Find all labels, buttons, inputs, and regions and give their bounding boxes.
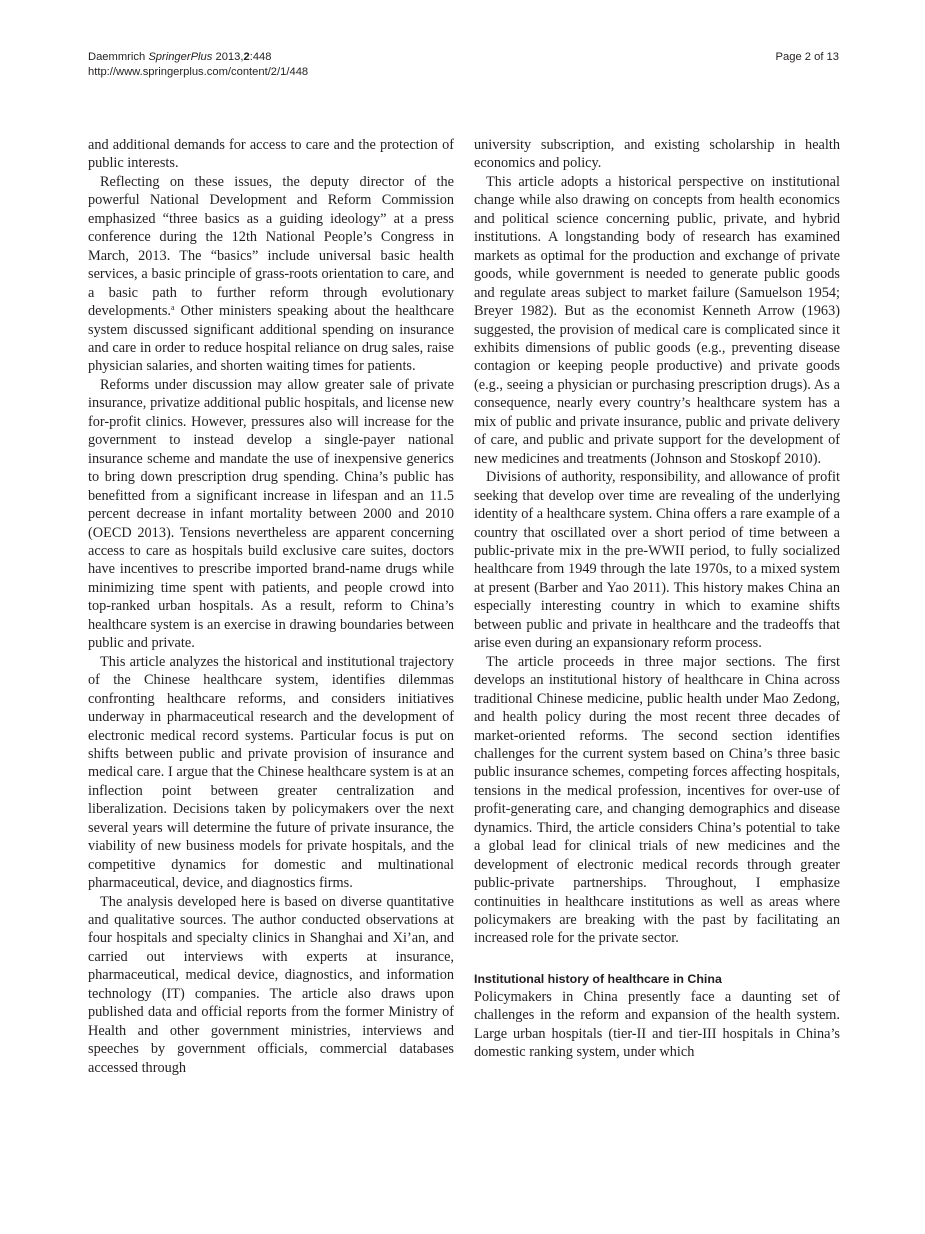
paragraph: Reforms under discussion may allow greater sale of private insurance, privatize additional public hospitals, and license new for-profit clinics. However, pressures also will increase for the government to instead develop a single-payer national insurance scheme and mandate the use of inexpensive generics to bring down prescription drug spending. China’s public has benefitted from a significant increase in lifespan and an 11.5 percent decrease in infant mortality between 2000 and 2010 (OECD 2013). Tensions nevertheless are apparent concerning access to care as hospitals build exclusive care suites, doctors have incentives to prescribe imported brand-name drugs while minimizing time spent with patients, and people crowd into top-ranked urban hospitals. As a result, reform to China’s healthcare system is an exercise in drawing boundaries between public and private.	[88, 376, 454, 652]
paragraph: This article adopts a historical perspective on institutional change while also drawing on concepts from health economics and political science concerning public, private, and hybrid institutions. A longstanding body of research has examined markets as optimal for the production and exchange of private goods, while government is needed to generate public goods and regulate areas subject to market failure (Samuelson 1954; Breyer 1982). But as the economist Kenneth Arrow (1963) suggested, the provision of medical care is complicated since it exhibits dimensions of public goods (e.g., preventing disease contagion or keeping people productive) and private goods (e.g., seeing a physician or purchasing prescription drugs). As a consequence, nearly every country’s healthcare system has a mix of public and private insurance, public and private delivery of care, and public and private support for the development of new medicines and treatments (Johnson and Stoskopf 2010).	[474, 173, 840, 467]
paragraph: This article analyzes the historical and institutional trajectory of the Chinese healthcare system, identifies dilemmas confronting healthcare reforms, and considers initiatives underway in pharmaceutical research and the development of electronic medical record systems. Particular focus is put on shifts between public and private provision of insurance and medical care. I argue that the Chinese healthcare system is at an inflection point between greater centralization and liberalization. Decisions taken by policymakers over the next several years will determine the future of private insurance, the viability of new business models for private hospitals, and the competitive dynamics for domestic and multinational pharmaceutical, device, and diagnostics firms.	[88, 653, 454, 892]
paragraph	[88, 173, 454, 376]
citation-line	[88, 50, 308, 65]
paragraph-text: Other ministers speaking about the healthcare system discussed significant additional spending on insurance and care in order to reduce hospital reliance on drug sales, raise physician salaries, and shorten waiting times for patients.	[88, 303, 454, 375]
page-number: Page 2 of 13	[775, 51, 839, 63]
citation-block	[88, 50, 308, 80]
paragraph: The article proceeds in three major sections. The first develops an institutional history of healthcare in China across traditional Chinese medicine, public health under Mao Zedong, and health policy during the most recent three decades of market-oriented reforms. The second section identifies challenges for the current system based on China’s three basic public insurance schemes, competing forces affecting hospitals, tensions in the medical profession, incentives for over-use of profit-generating care, and changing demographics and disease dynamics. Third, the article considers China’s potential to take a global lead for clinical trials of new medicines and the development of electronic medical records through greater public-private partnerships. Throughout, I emphasize continuities in healthcare institutions as well as areas where policymakers are breaking with the past by facilitating an increased role for the private sector.	[474, 653, 840, 947]
paragraph: university subscription, and existing scholarship in health economics and policy.	[474, 137, 840, 172]
section-heading: Institutional history of healthcare in China	[474, 971, 722, 986]
paragraph-text: Reflecting on these issues, the deputy director of the powerful National Development and Reform Commission emphasized “three basics as a guiding ideology” at a press conference during the 12th National People’s Congress in March, 2013. The “basics” include universal basic health services, a basic principle of grass-roots orientation to care, and a basic path to further reform through evolutionary developments.	[88, 173, 454, 320]
volume: 2	[243, 51, 250, 63]
left-column	[88, 136, 454, 1077]
paragraph: Policymakers in China presently face a daunting set of challenges in the reform and expansion of the health system. Large urban hospitals (tier-II and tier-III hospitals in China’s domestic ranking system, under which	[474, 988, 840, 1061]
article-number: :448	[249, 51, 272, 63]
author: Daemmrich	[88, 51, 146, 63]
paragraph: and additional demands for access to care and the protection of public interests.	[88, 137, 454, 172]
paragraph: Divisions of authority, responsibility, and allowance of profit seeking that develop over time are revealing of the underlying identity of a healthcare system. China offers a rare example of a country that oscillated over a short period of time between a public-private mix in the pre-WWII period, to fully socialized healthcare from 1949 through the late 1970s, to a mixed system at present (Barber and Yao 2011). This history makes China an especially interesting country in which to examine shifts between public and private in healthcare and the tradeoffs that arise even during an expansionary reform process.	[474, 469, 840, 652]
journal-name: SpringerPlus	[148, 51, 213, 63]
right-column	[474, 136, 840, 1062]
paragraph: The analysis developed here is based on diverse quantitative and qualitative sources. The author conducted observations at four hospitals and specialty clinics in Shanghai and Xi’an, and carried out interviews with experts at insurance, pharmaceutical, medical device, diagnostics, and information technology (IT) companies. The article also draws upon published data and official reports from the former Ministry of Health and other government ministries, interviews and speeches by government officials, commercial databases accessed through	[88, 893, 454, 1076]
article-url[interactable]: http://www.springerplus.com/content/2/1/448	[88, 66, 309, 78]
footnote-marker[interactable]: a	[170, 303, 175, 313]
year: 2013,	[215, 51, 244, 63]
